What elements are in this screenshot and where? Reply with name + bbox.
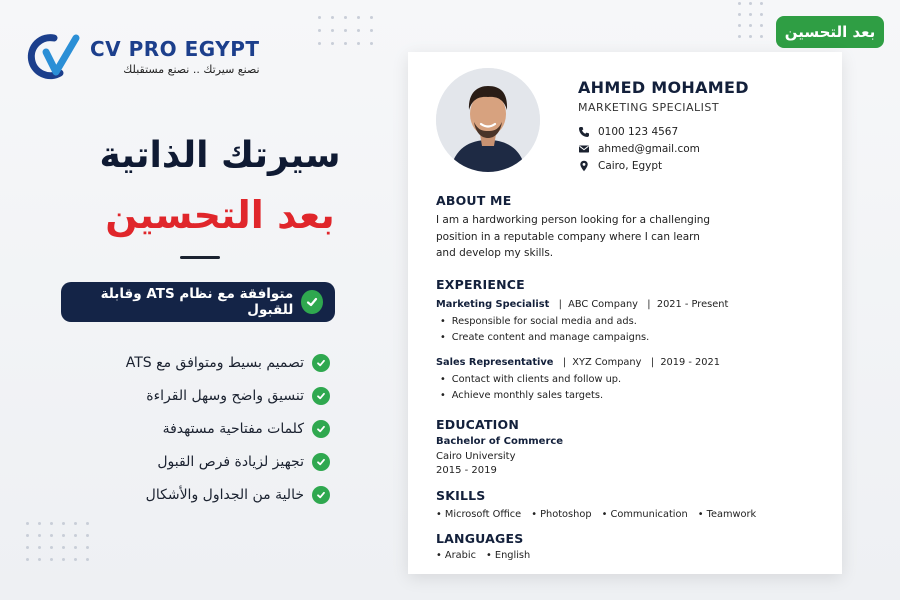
headline-line-2: بعد التحسين — [105, 193, 335, 237]
ats-compatible-pill — [61, 282, 335, 322]
language-item: • Arabic — [436, 550, 476, 561]
cv-logo-icon — [26, 32, 82, 80]
phone-text: 0100 123 4567 — [598, 126, 679, 138]
languages-list — [436, 550, 530, 561]
location-pin-icon — [578, 160, 590, 172]
skill-item: • Photoshop — [531, 509, 591, 520]
job-title: Sales Representative — [436, 357, 554, 368]
cv-name: AHMED MOHAMED — [578, 78, 749, 97]
skill-item: • Microsoft Office — [436, 509, 521, 520]
education-period: 2015 - 2019 — [436, 465, 497, 476]
job-company: XYZ Company — [572, 357, 642, 368]
email-icon — [578, 143, 590, 155]
decor-dots-top — [318, 16, 373, 45]
contact-location — [578, 160, 662, 172]
location-text: Cairo, Egypt — [598, 160, 663, 172]
check-icon — [312, 354, 330, 372]
job-entry: Sales Representative | XYZ Company | 2019 - 2021 — [436, 357, 720, 368]
about-text — [436, 212, 716, 262]
job-company: ABC Company — [568, 299, 638, 310]
about-line: position in a reputable company where I can learn — [436, 230, 700, 243]
check-icon — [312, 420, 330, 438]
feature-list — [110, 346, 330, 511]
skill-item: • Communication — [602, 509, 688, 520]
avatar — [436, 68, 540, 172]
education-title: EDUCATION — [436, 417, 520, 432]
after-improvement-badge: بعد التحسين — [776, 16, 884, 48]
job-period: 2019 - 2021 — [660, 357, 720, 368]
feature-item — [110, 478, 330, 511]
phone-icon — [578, 126, 590, 138]
cv-role: MARKETING SPECIALIST — [578, 101, 720, 114]
feature-text: تجهيز لزيادة فرص القبول — [157, 453, 304, 470]
headline-divider — [180, 256, 220, 259]
check-icon — [312, 486, 330, 504]
check-icon — [312, 453, 330, 471]
feature-text: تصميم بسيط ومتوافق مع ATS — [125, 354, 304, 371]
person-photo-icon — [436, 68, 540, 172]
check-icon — [301, 290, 323, 314]
job-period: 2021 - Present — [656, 299, 729, 310]
brand-logo — [26, 32, 260, 80]
contact-phone — [578, 126, 678, 138]
feature-text: تنسيق واضح وسهل القراءة — [146, 387, 304, 404]
decor-dots-bottom-left — [26, 522, 89, 561]
about-line: I am a hardworking person looking for a challenging — [436, 214, 711, 226]
job-bullet: • Create content and manage campaigns. — [440, 332, 649, 343]
brand-tagline: نصنع سيرتك .. نصنع مستقبلك — [123, 62, 260, 76]
job-title: Marketing Specialist — [436, 299, 550, 310]
cv-document — [408, 52, 842, 574]
about-title: ABOUT ME — [436, 193, 512, 208]
university: Cairo University — [436, 451, 516, 462]
feature-item — [110, 346, 330, 379]
experience-title: EXPERIENCE — [436, 277, 525, 292]
feature-item — [110, 412, 330, 445]
job-bullet: • Contact with clients and follow up. — [440, 374, 621, 385]
skills-list — [436, 509, 756, 520]
contact-email — [578, 143, 700, 155]
brand-name: CV PRO EGYPT — [90, 36, 260, 61]
feature-text: خالية من الجداول والأشكال — [145, 486, 304, 503]
about-line: and develop my skills. — [436, 247, 554, 259]
decor-dots-top-right — [738, 2, 763, 38]
feature-item — [110, 445, 330, 478]
degree: Bachelor of Commerce — [436, 436, 564, 447]
headline-line-1: سيرتك الذاتية — [99, 135, 341, 176]
skill-item: • Teamwork — [698, 509, 757, 520]
language-item: • English — [486, 550, 530, 561]
job-bullet: • Achieve monthly sales targets. — [440, 390, 603, 401]
languages-title: LANGUAGES — [436, 531, 524, 546]
job-bullet: • Responsible for social media and ads. — [440, 316, 637, 327]
feature-item — [110, 379, 330, 412]
feature-text: كلمات مفتاحية مستهدفة — [162, 420, 304, 437]
check-icon — [312, 387, 330, 405]
job-entry: Marketing Specialist | ABC Company | 2021 - Present — [436, 299, 729, 310]
ats-pill-text: متوافقة مع نظام ATS وقابلة للقبول — [100, 286, 294, 318]
skills-title: SKILLS — [436, 488, 486, 503]
email-text: ahmed@gmail.com — [598, 143, 700, 155]
